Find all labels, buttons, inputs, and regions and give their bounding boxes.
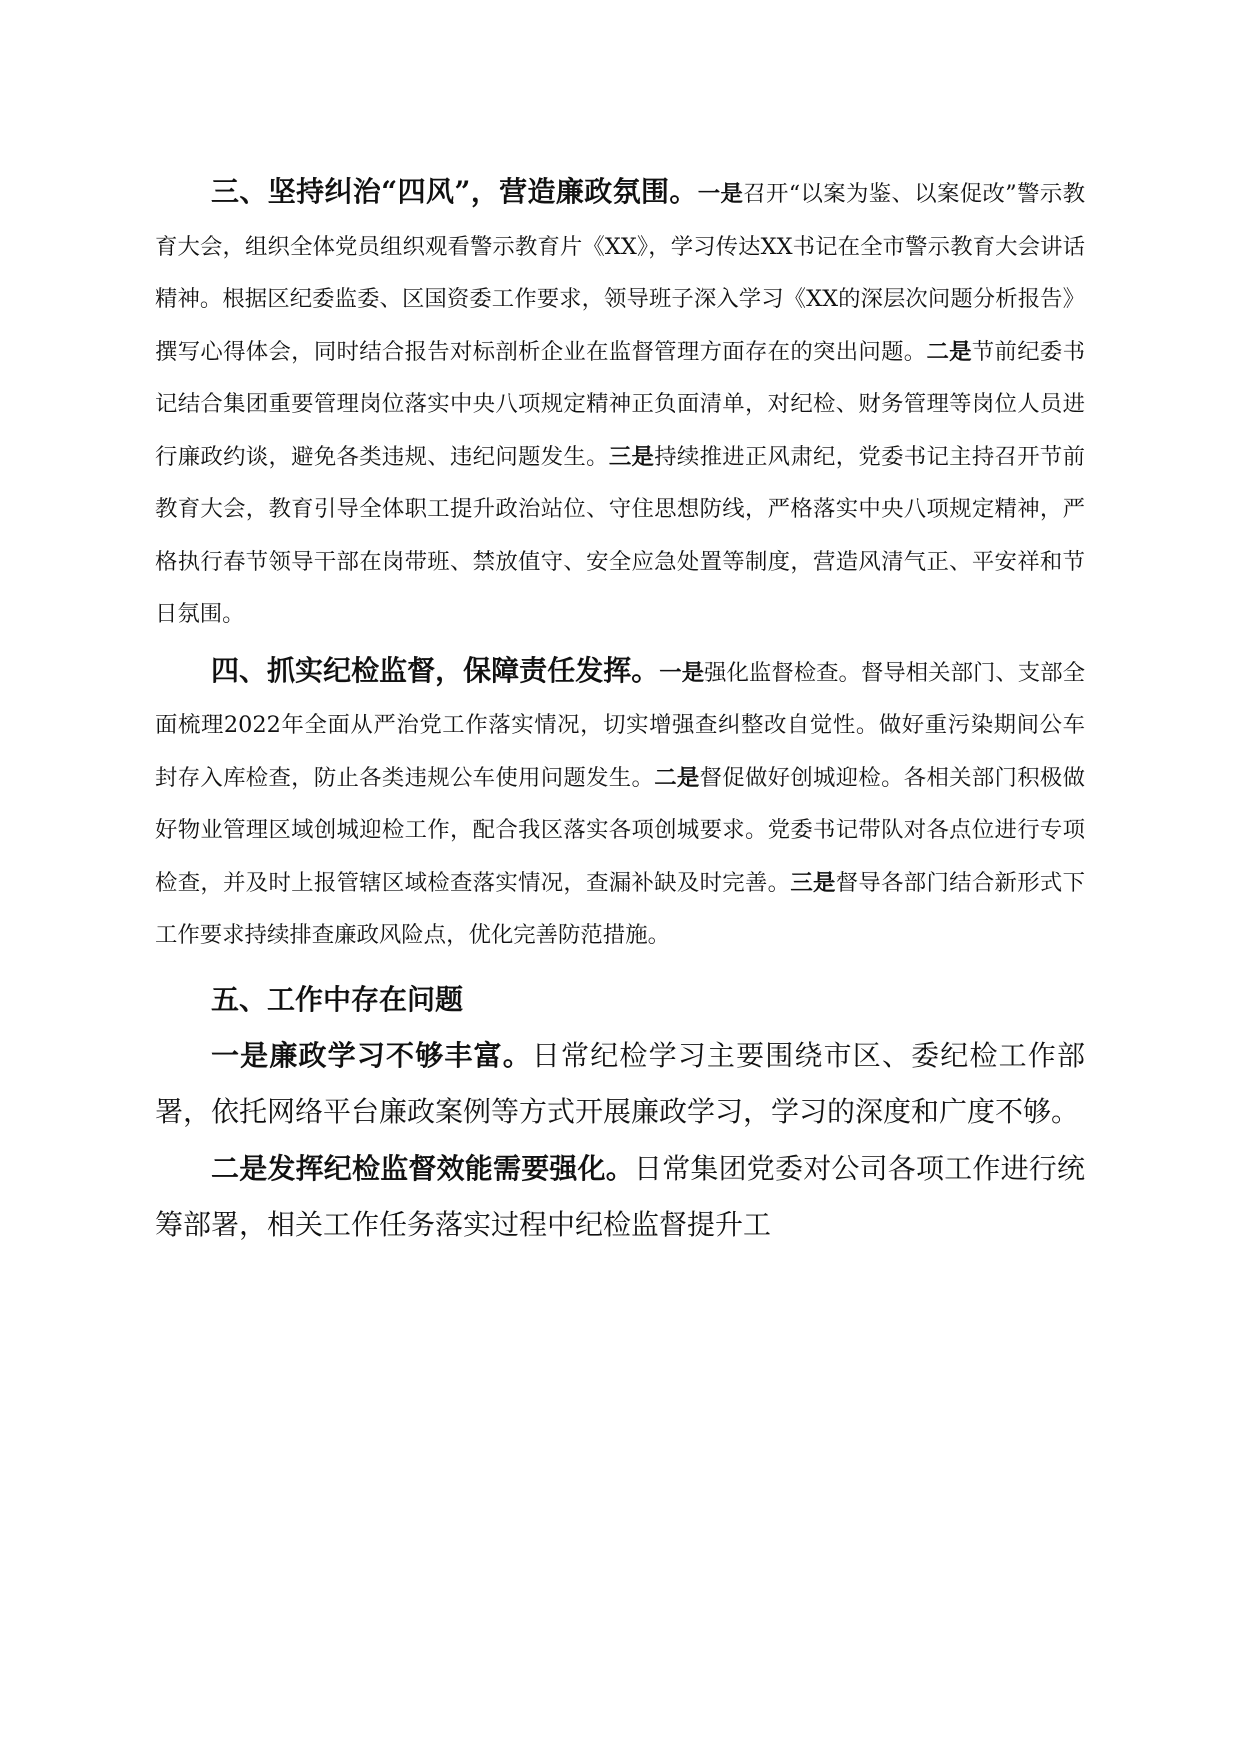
- section-5-item-1: [155, 1028, 1085, 1141]
- section-4-point-2-lead: 二是: [654, 764, 700, 791]
- section-3-heading: 三、坚持纠治“四风”，营造廉政氛围。: [211, 175, 698, 208]
- section-3-point-1-lead: 一是: [697, 181, 744, 207]
- section-3-point-3-lead: 三是: [608, 443, 655, 470]
- section-4-paragraph: [155, 645, 1085, 962]
- section-5-item-1-lead: 一是廉政学习不够丰富。: [211, 1038, 532, 1072]
- section-5-heading: 五、工作中存在问题: [211, 982, 464, 1016]
- section-4-point-1-lead: 一是: [659, 659, 705, 686]
- section-3-point-2-text: 节前纪委书记结合集团重要管理岗位落实中央八项规定精神正负面清单，对纪检、财务管理等岗位人员进行廉政约谈，避免各类违规、违纪问题发生。: [155, 338, 1086, 470]
- section-4-point-1-text: 强化监督检查。督导相关部门、支部全面梳理2022年全面从严治党工作落实情况，切实增强查纠整改自觉性。做好重污染期间公车封存入库检查，防止各类违规公车使用问题发生。: [155, 659, 1086, 791]
- section-3-point-3-text: 持续推进正风肃纪，党委书记主持召开节前教育大会，教育引导全体职工提升政治站位、守住思想防线，严格落实中央八项规定精神，严格执行春节领导干部在岗带班、禁放值守、安全应急处置等制度，营造风清气正、平安祥和节日氛围。: [155, 443, 1086, 627]
- section-4-point-3-text: 督导各部门结合新形式下工作要求持续排查廉政风险点，优化完善防范措施。: [155, 869, 1086, 948]
- section-5-item-1-text: 日常纪检学习主要围绕市区、委纪检工作部署，依托网络平台廉政案例等方式开展廉政学习，学习的深度和广度不够。: [155, 1038, 1085, 1128]
- section-5-item-2-lead: 二是发挥纪检监督效能需要强化。: [211, 1151, 634, 1185]
- section-4-point-3-lead: 三是: [790, 869, 836, 896]
- section-3-paragraph: [155, 166, 1085, 641]
- section-4-heading: 四、抓实纪检监督，保障责任发挥。: [211, 653, 660, 687]
- section-3-point-2-lead: 二是: [926, 338, 972, 365]
- section-5-item-2: [155, 1141, 1085, 1254]
- section-5-item-2-text: 日常集团党委对公司各项工作进行统筹部署，相关工作任务落实过程中纪检监督提升工: [155, 1151, 1085, 1241]
- section-4-point-2-text: 督促做好创城迎检。各相关部门积极做好物业管理区域创城迎检工作，配合我区落实各项创城要求。党委书记带队对各点位进行专项检查，并及时上报管辖区域检查落实情况，查漏补缺及时完善。: [155, 764, 1086, 896]
- document-body: [155, 166, 1085, 1254]
- section-3-point-1-text: 召开“以案为鉴、以案促改”警示教育大会，组织全体党员组织观看警示教育片《XX》，学习传达XX书记在全市警示教育大会讲话精神。根据区纪委监委、区国资委工作要求，领导班子深入学习《XX的深层次问题分析报告》撰写心得体会，同时结合报告对标剖析企业在监督管理方面存在的突出问题。: [155, 181, 1086, 365]
